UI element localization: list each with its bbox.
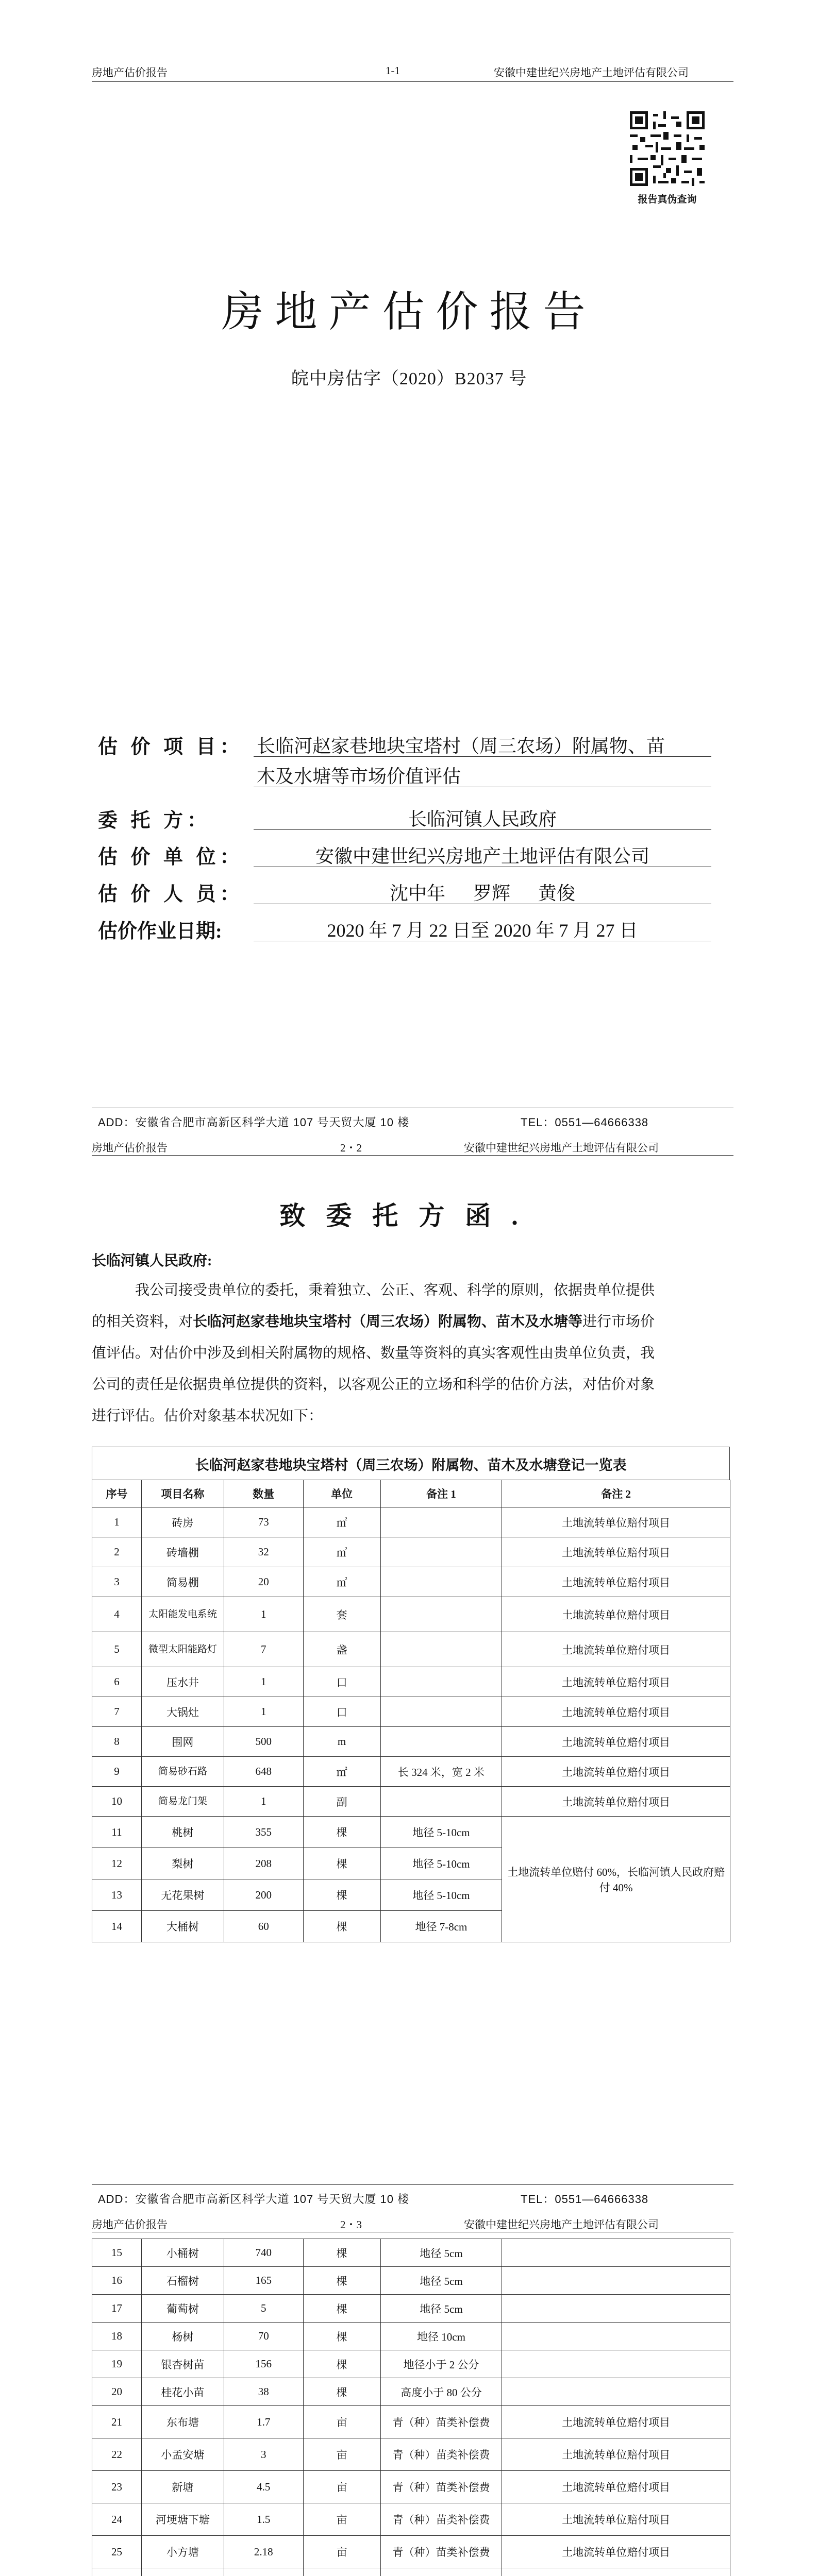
project-underline-1 [254, 756, 711, 757]
running-header-right: 安徽中建世纪兴房地产土地评估有限公司 [464, 1142, 659, 1154]
cell-index [92, 2568, 142, 2576]
table-row [92, 2503, 730, 2536]
project-value-line2: 木及水塘等市场价值评估 [257, 766, 461, 787]
cell-remark-2: 土地流转单位赔付项目 [502, 1667, 730, 1697]
cell-remark-2: 土地流转单位赔付项目 [502, 2503, 730, 2536]
cell-quantity: 1 [224, 1787, 303, 1817]
cell-unit: 棵 [303, 2267, 380, 2295]
cell-index: 22 [92, 2438, 142, 2471]
cell-remark-1: 地径 5cm [380, 2267, 502, 2295]
client-underline [254, 829, 711, 830]
cell-unit: 亩 [303, 2406, 380, 2438]
letter-salutation: 长临河镇人民政府: [92, 1253, 212, 1269]
table-row [92, 2267, 730, 2295]
table-row [92, 1697, 730, 1727]
cell-remark-1: 长 324 米，宽 2 米 [380, 1757, 502, 1787]
cell-unit: 套 [303, 1597, 380, 1632]
cell-quantity: 740 [224, 2239, 303, 2267]
date-label: 估价作业日期: [98, 921, 222, 942]
cell-quantity: 60 [224, 1911, 303, 1942]
cell-remark-2-merged: 土地流转单位赔付 60%，长临河镇人民政府赔付 40% [502, 1817, 730, 1942]
cell-unit: 棵 [303, 2295, 380, 2323]
table-row [92, 1632, 730, 1667]
p1-line-3: 值评估。对估价中涉及到相关附属物的规格、数量等资料的真实客观性由贵单位负责，我 [92, 1345, 655, 1361]
running-header-right: 安徽中建世纪兴房地产土地评估有限公司 [464, 2218, 659, 2231]
cell-index: 15 [92, 2239, 142, 2267]
cell-quantity: 355 [224, 1817, 303, 1848]
table-row [92, 1667, 730, 1697]
cell-quantity: 1.7 [224, 2406, 303, 2438]
cell-remark-1 [380, 1567, 502, 1597]
cell-index: 11 [92, 1817, 142, 1848]
cell-remark-1: 青（种）苗类补偿费 [380, 2406, 502, 2438]
cell-remark-2 [502, 2568, 730, 2576]
table-row [92, 1567, 730, 1597]
cell-unit: 棵 [303, 2239, 380, 2267]
table-title: 长临河赵家巷地块宝塔村（周三农场）附属物、苗木及水塘登记一览表 [92, 1447, 730, 1480]
cell-remark-1: 地径 5-10cm [380, 1848, 502, 1879]
cell-remark-1 [380, 1727, 502, 1757]
letter-paragraph-1 [92, 1275, 731, 1432]
cell-remark-1: 青（种）苗类补偿费 [380, 2503, 502, 2536]
running-header-page: 2・3 [340, 2218, 362, 2231]
running-header-page: 2・2 [340, 1142, 362, 1154]
cell-item-name: 新塘 [141, 2471, 224, 2503]
cell-quantity: 32 [224, 1537, 303, 1567]
header-unit: 单位 [303, 1480, 380, 1507]
cell-index: 19 [92, 2350, 142, 2378]
cell-remark-1 [380, 1667, 502, 1697]
cell-index: 14 [92, 1911, 142, 1942]
cell-item-name: 东布塘 [141, 2406, 224, 2438]
footer-tel: TEL：0551—64666338 [521, 2193, 649, 2206]
cell-index: 8 [92, 1727, 142, 1757]
table-header-row [92, 1480, 730, 1507]
cell-unit: 亩 [303, 2438, 380, 2471]
table-row [92, 2295, 730, 2323]
cell-remark-1 [380, 1697, 502, 1727]
cell-index: 13 [92, 1879, 142, 1911]
cell-item-name: 太阳能发电系统 [141, 1597, 224, 1632]
cell-quantity: 500 [224, 1727, 303, 1757]
cell-remark-1 [380, 1787, 502, 1817]
cell-unit: 亩 [303, 2536, 380, 2568]
p1-line-5: 进行评估。估价对象基本状况如下： [92, 1408, 323, 1424]
cell-quantity: 1 [224, 1597, 303, 1632]
cell-index: 1 [92, 1507, 142, 1537]
header-index: 序号 [92, 1480, 142, 1507]
table-row [92, 1817, 730, 1848]
cell-index: 16 [92, 2267, 142, 2295]
cell-quantity: 7 [224, 1632, 303, 1667]
header-item-name: 项目名称 [141, 1480, 224, 1507]
cell-quantity: 70 [224, 2323, 303, 2350]
table-row [92, 2323, 730, 2350]
cell-unit: ㎡ [303, 1567, 380, 1597]
cell-unit: ㎡ [303, 1757, 380, 1787]
cell-quantity: 5 [224, 2295, 303, 2323]
project-label: 估 价 项 目： [98, 736, 244, 758]
cell-unit: 亩 [303, 2503, 380, 2536]
cell-unit: 口 [303, 1667, 380, 1697]
cell-remark-1: 地径 10cm [380, 2323, 502, 2350]
cell-quantity: 1 [224, 1667, 303, 1697]
cell-quantity: 1.5 [224, 2503, 303, 2536]
cell-remark-2: 土地流转单位赔付项目 [502, 1757, 730, 1787]
cell-unit: 口 [303, 1697, 380, 1727]
register-table-part2 [92, 2239, 730, 2576]
cell-unit: 棵 [303, 1817, 380, 1848]
cell-remark-1: 地径 5cm [380, 2239, 502, 2267]
cell-index: 24 [92, 2503, 142, 2536]
header-remark-2: 备注 2 [502, 1480, 730, 1507]
table-row [92, 2406, 730, 2438]
cell-quantity: 156 [224, 2350, 303, 2378]
cell-unit: 棵 [303, 1911, 380, 1942]
cell-index: 23 [92, 2471, 142, 2503]
cell-item-name: 砖房 [141, 1507, 224, 1537]
cell-quantity: 73 [224, 1507, 303, 1537]
header-rule [92, 81, 733, 82]
cell-remark-2: 土地流转单位赔付项目 [502, 1537, 730, 1567]
cell-remark-1 [380, 1632, 502, 1667]
table-row [92, 2568, 730, 2576]
cell-remark-2 [502, 2378, 730, 2406]
cell-remark-2: 土地流转单位赔付项目 [502, 1787, 730, 1817]
cell-quantity: 2.18 [224, 2536, 303, 2568]
table-row [92, 2438, 730, 2471]
table-row [92, 2350, 730, 2378]
cell-quantity: 200 [224, 1879, 303, 1911]
cell-remark-1 [380, 2568, 502, 2576]
footer-address: ADD：安徽省合肥市高新区科学大道 107 号天贸大厦 10 楼 [98, 2193, 410, 2206]
cell-quantity: 38 [224, 2378, 303, 2406]
p1-line-2: 的相关资料，对长临河赵家巷地块宝塔村（周三农场）附属物、苗木及水塘等进行市场价 [92, 1314, 655, 1330]
cell-item-name: 桂花小苗 [141, 2378, 224, 2406]
cell-item-name: 河埂塘下塘 [141, 2503, 224, 2536]
running-header-left: 房地产估价报告 [92, 66, 168, 79]
cell-index: 2 [92, 1537, 142, 1567]
table-row [92, 2536, 730, 2568]
staff-value: 沈中年 罗辉 黄俊 [389, 883, 575, 904]
cell-index: 21 [92, 2406, 142, 2438]
cell-index: 17 [92, 2295, 142, 2323]
cell-index: 9 [92, 1757, 142, 1787]
qr-code-icon [630, 111, 705, 186]
cell-remark-1: 地径 5-10cm [380, 1879, 502, 1911]
cell-remark-1: 高度小于 80 公分 [380, 2378, 502, 2406]
header-remark-1: 备注 1 [380, 1480, 502, 1507]
cell-unit: 盏 [303, 1632, 380, 1667]
cell-item-name: 简易砂石路 [141, 1757, 224, 1787]
cell-remark-1 [380, 1507, 502, 1537]
cell-unit [303, 2568, 380, 2576]
cell-item-name: 微型太阳能路灯 [141, 1632, 224, 1667]
table-row [92, 1757, 730, 1787]
running-header-right: 安徽中建世纪兴房地产土地评估有限公司 [494, 66, 689, 79]
cell-index: 6 [92, 1667, 142, 1697]
table-row [92, 1597, 730, 1632]
cell-unit: 棵 [303, 2323, 380, 2350]
cell-unit: 棵 [303, 2378, 380, 2406]
cell-remark-1: 青（种）苗类补偿费 [380, 2471, 502, 2503]
footer-address: ADD：安徽省合肥市高新区科学大道 107 号天贸大厦 10 楼 [98, 1116, 410, 1129]
cell-index: 4 [92, 1597, 142, 1632]
cell-remark-2 [502, 2267, 730, 2295]
cell-remark-2: 土地流转单位赔付项目 [502, 2536, 730, 2568]
report-title: 房地产估价报告 [221, 289, 597, 335]
client-label: 委 托 方： [98, 810, 211, 832]
cell-index: 5 [92, 1632, 142, 1667]
cell-unit: 亩 [303, 2471, 380, 2503]
cell-index: 10 [92, 1787, 142, 1817]
cell-item-name: 大锅灶 [141, 1697, 224, 1727]
header-rule [92, 1155, 733, 1156]
cell-item-name: 围网 [141, 1727, 224, 1757]
cell-remark-2 [502, 2350, 730, 2378]
appraiser-label: 估 价 单 位： [98, 846, 244, 868]
client-value: 长临河镇人民政府 [408, 809, 557, 829]
table-row [92, 1537, 730, 1567]
cell-item-name: 桃树 [141, 1817, 224, 1848]
cell-index: 3 [92, 1567, 142, 1597]
cell-remark-1: 地径 5-10cm [380, 1817, 502, 1848]
header-quantity: 数量 [224, 1480, 303, 1507]
footer-rule [92, 2184, 733, 2185]
cell-item-name: 葡萄树 [141, 2295, 224, 2323]
table-row [92, 1507, 730, 1537]
cell-item-name: 无花果树 [141, 1879, 224, 1911]
cell-unit: ㎡ [303, 1537, 380, 1567]
cell-item-name: 简易龙门架 [141, 1787, 224, 1817]
cell-item-name [141, 2568, 224, 2576]
cell-remark-2: 土地流转单位赔付项目 [502, 2438, 730, 2471]
cell-quantity: 3 [224, 2438, 303, 2471]
cell-item-name: 石榴树 [141, 2267, 224, 2295]
cell-remark-2: 土地流转单位赔付项目 [502, 2471, 730, 2503]
cell-item-name: 梨树 [141, 1848, 224, 1879]
appraiser-value: 安徽中建世纪兴房地产土地评估有限公司 [315, 846, 649, 867]
cell-item-name: 小孟安塘 [141, 2438, 224, 2471]
p1-line-1: 我公司接受贵单位的委托，秉着独立、公正、客观、科学的原则，依据贵单位提供 [135, 1282, 655, 1298]
cell-remark-2: 土地流转单位赔付项目 [502, 1507, 730, 1537]
table-row [92, 2239, 730, 2267]
cell-remark-2 [502, 2323, 730, 2350]
cell-remark-2 [502, 2239, 730, 2267]
cell-remark-1: 地径 5cm [380, 2295, 502, 2323]
doc-number: 皖中房估字（2020）B2037 号 [291, 369, 527, 388]
cell-index: 20 [92, 2378, 142, 2406]
date-value: 2020 年 7 月 22 日至 2020 年 7 月 27 日 [327, 920, 638, 941]
cell-unit: 棵 [303, 1848, 380, 1879]
cell-quantity: 648 [224, 1757, 303, 1787]
cell-index: 7 [92, 1697, 142, 1727]
cell-item-name: 简易棚 [141, 1567, 224, 1597]
p1-line-4: 公司的责任是依据贵单位提供的资料，以客观公正的立场和科学的估价方法，对估价对象 [92, 1377, 655, 1393]
cell-item-name: 杨树 [141, 2323, 224, 2350]
cell-remark-1: 地径 7-8cm [380, 1911, 502, 1942]
table-row [92, 1787, 730, 1817]
cell-remark-2 [502, 2295, 730, 2323]
cell-unit: 棵 [303, 2350, 380, 2378]
staff-label: 估 价 人 员： [98, 884, 244, 905]
cell-item-name: 小桶树 [141, 2239, 224, 2267]
table-row [92, 1727, 730, 1757]
cell-quantity: 1 [224, 1697, 303, 1727]
cell-index: 12 [92, 1848, 142, 1879]
cell-quantity: 20 [224, 1567, 303, 1597]
register-table-part1 [92, 1480, 730, 1942]
cell-index: 18 [92, 2323, 142, 2350]
cell-quantity [224, 2568, 303, 2576]
cell-quantity: 4.5 [224, 2471, 303, 2503]
cell-remark-1: 青（种）苗类补偿费 [380, 2536, 502, 2568]
cell-remark-2: 土地流转单位赔付项目 [502, 1632, 730, 1667]
cell-item-name: 小方塘 [141, 2536, 224, 2568]
table-row [92, 2471, 730, 2503]
cell-remark-2: 土地流转单位赔付项目 [502, 2406, 730, 2438]
cell-item-name: 大桶树 [141, 1911, 224, 1942]
cell-remark-1 [380, 1537, 502, 1567]
cell-unit: m [303, 1727, 380, 1757]
cell-unit: ㎡ [303, 1507, 380, 1537]
qr-caption: 报告真伪查询 [638, 194, 697, 205]
cell-quantity: 208 [224, 1848, 303, 1879]
project-value-line1: 长临河赵家巷地块宝塔村（周三农场）附属物、苗 [257, 736, 665, 756]
cell-item-name: 银杏树苗 [141, 2350, 224, 2378]
cell-remark-1: 地径小于 2 公分 [380, 2350, 502, 2378]
footer-tel: TEL：0551—64666338 [521, 1116, 649, 1129]
cell-remark-2: 土地流转单位赔付项目 [502, 1567, 730, 1597]
cell-remark-1: 青（种）苗类补偿费 [380, 2438, 502, 2471]
cell-quantity: 165 [224, 2267, 303, 2295]
cell-item-name: 砖墙棚 [141, 1537, 224, 1567]
cell-remark-2: 土地流转单位赔付项目 [502, 1697, 730, 1727]
cell-index: 25 [92, 2536, 142, 2568]
cell-remark-2: 土地流转单位赔付项目 [502, 1597, 730, 1632]
table-row [92, 2378, 730, 2406]
cell-remark-2: 土地流转单位赔付项目 [502, 1727, 730, 1757]
cell-unit: 棵 [303, 1879, 380, 1911]
cell-unit: 副 [303, 1787, 380, 1817]
letter-title: 致委托方函. [279, 1201, 539, 1230]
running-header-left: 房地产估价报告 [92, 1142, 168, 1154]
cell-item-name: 压水井 [141, 1667, 224, 1697]
running-header-left: 房地产估价报告 [92, 2218, 168, 2231]
running-header-page: 1-1 [386, 64, 400, 77]
cell-remark-1 [380, 1597, 502, 1632]
